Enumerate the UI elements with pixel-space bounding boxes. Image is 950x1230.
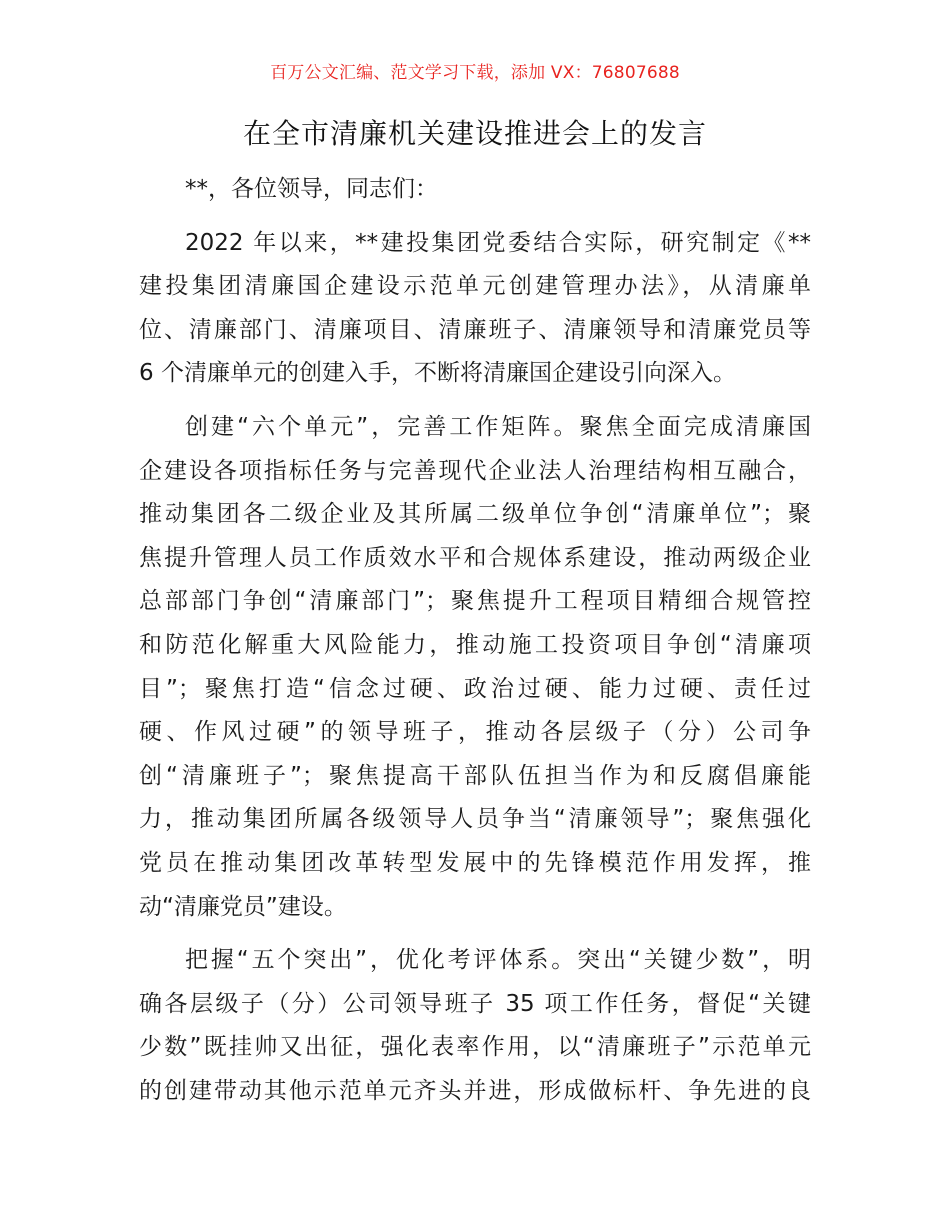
- paragraph-line: 创建“六个单元”，完善工作矩阵。聚焦全面完成清廉国: [185, 413, 811, 440]
- paragraph-line: 动“清廉党员”建设。: [139, 893, 347, 920]
- paragraph-2: [139, 406, 811, 929]
- paragraph-line: 党员在推动集团改革转型发展中的先锋模范作用发挥，推: [139, 849, 811, 876]
- paragraph-line: 确各层级子（分）公司领导班子 35 项工作任务，督促“关键: [139, 990, 811, 1017]
- paragraph-line: 位、清廉部门、清廉项目、清廉班子、清廉领导和清廉党员等: [139, 316, 811, 343]
- paragraph-line: 力，推动集团所属各级领导人员争当“清廉领导”；聚焦强化: [139, 806, 811, 833]
- paragraph-line: 焦提升管理人员工作质效水平和合规体系建设，推动两级企业: [139, 544, 811, 571]
- paragraph-line: 企建设各项指标任务与完善现代企业法人治理结构相互融合，: [139, 457, 811, 484]
- paragraph-line: 2022 年以来，**建投集团党委结合实际，研究制定《**: [185, 229, 811, 256]
- header-note: 百万公文汇编、范文学习下载，添加 VX：76807688: [270, 63, 680, 83]
- paragraph-line: 把握“五个突出”，优化考评体系。突出“关键少数”，明: [185, 947, 811, 974]
- paragraph-3: [139, 939, 811, 1113]
- paragraph-line: 总部部门争创“清廉部门”；聚焦提升工程项目精细合规管控: [139, 588, 811, 615]
- document-title: 在全市清廉机关建设推进会上的发言: [242, 117, 707, 150]
- paragraph-line: 6 个清廉单元的创建入手，不断将清廉国企建设引向深入。: [139, 360, 736, 387]
- salutation: **，各位领导，同志们：: [185, 176, 438, 202]
- paragraph-1: [139, 222, 811, 396]
- paragraph-line: 和防范化解重大风险能力，推动施工投资项目争创“清廉项: [139, 631, 811, 658]
- paragraph-line: 少数”既挂帅又出征，强化表率作用，以“清廉班子”示范单元: [139, 1034, 811, 1061]
- paragraph-line: 推动集团各二级企业及其所属二级单位争创“清廉单位”；聚: [139, 501, 811, 528]
- paragraph-line: 目”；聚焦打造“信念过硬、政治过硬、能力过硬、责任过: [139, 675, 811, 702]
- document-body: [139, 168, 811, 1123]
- paragraph-line: 创“清廉班子”；聚焦提高干部队伍担当作为和反腐倡廉能: [139, 762, 811, 789]
- paragraph-line: 建投集团清廉国企建设示范单元创建管理办法》，从清廉单: [139, 273, 811, 300]
- paragraph-line: 的创建带动其他示范单元齐头并进，形成做标杆、争先进的良: [139, 1077, 811, 1104]
- paragraph-line: 硬、作风过硬”的领导班子，推动各层级子（分）公司争: [139, 719, 811, 746]
